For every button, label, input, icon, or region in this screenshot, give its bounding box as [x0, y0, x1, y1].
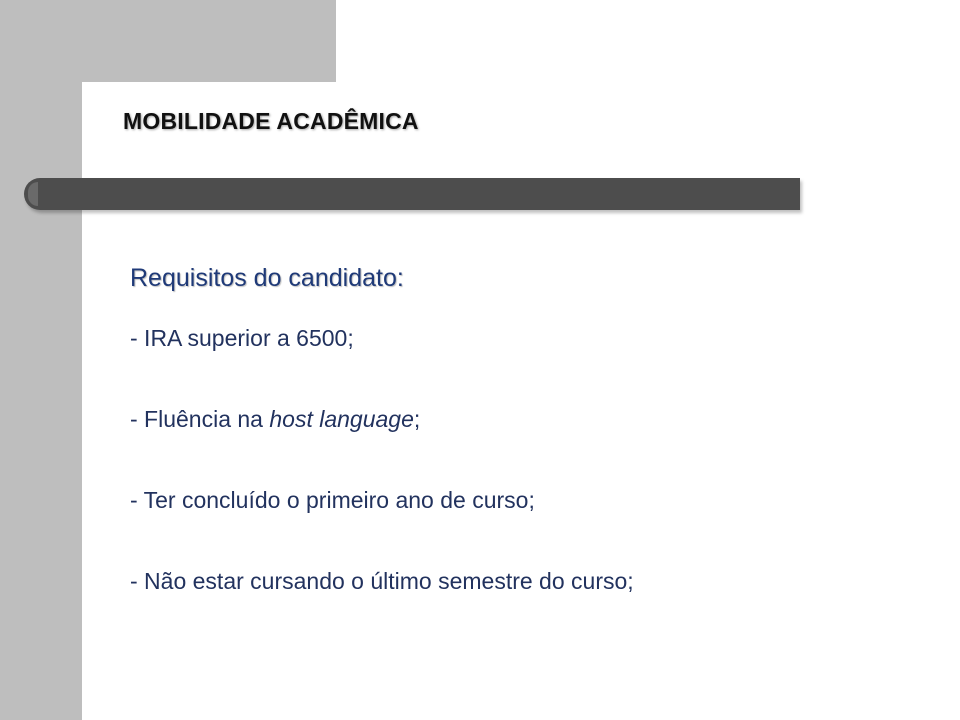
requirement-suffix: ; [413, 406, 421, 432]
list-item [130, 405, 890, 433]
requirement-text: - Ter concluído o primeiro ano de curso; [130, 487, 535, 513]
background-gray-top [0, 0, 336, 82]
list-item [130, 324, 890, 352]
slide-title: MOBILIDADE ACADÊMICA [123, 108, 419, 134]
requirement-emphasis: host language [269, 406, 414, 432]
requirement-text: - IRA superior a 6500; [130, 325, 354, 351]
background-gray-column [0, 0, 82, 720]
list-item [130, 567, 890, 595]
requirement-text: - Fluência na [130, 406, 270, 432]
section-subtitle: Requisitos do candidato: [130, 264, 404, 292]
list-item [130, 486, 890, 514]
header-divider-bar [24, 178, 800, 210]
slide-body [130, 258, 890, 648]
requirement-text: - Não estar cursando o último semestre do curso; [130, 568, 634, 594]
requirements-list [130, 324, 890, 595]
